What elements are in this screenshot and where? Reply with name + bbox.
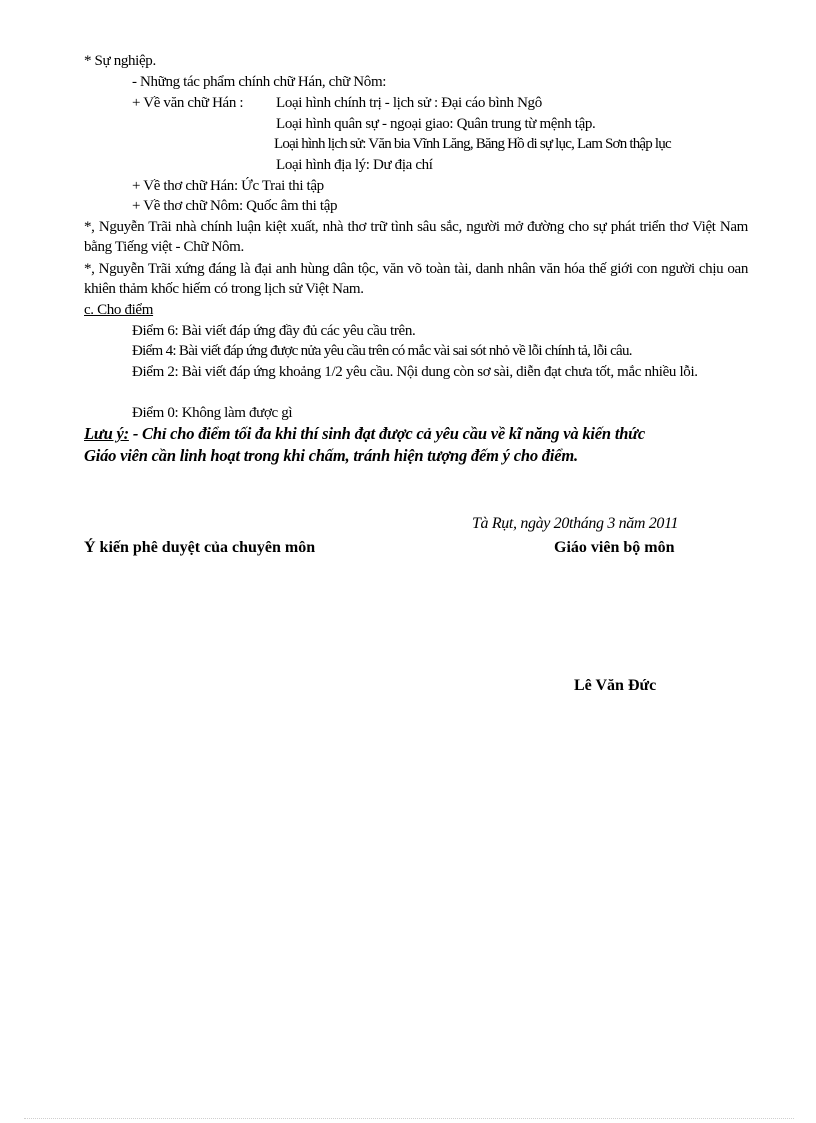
statement-1: *, Nguyễn Trãi nhà chính luận kiệt xuất, nhà thơ trữ tình sâu sắc, người mở đường cho sự phát triển thơ Việt Nam bằng Tiếng việt - Chữ Nôm. [84, 219, 748, 255]
note-label: Lưu ý: [84, 424, 129, 443]
han-prose-item: Loại hình lịch sử: Văn bia Vĩnh Lăng, Băng Hồ di sự lục, Lam Sơn thập lục [274, 136, 671, 152]
place-date: Tà Rụt, ngày 20tháng 3 năm 2011 [472, 515, 679, 532]
han-prose-item: Loại hình quân sự - ngoại giao: Quân trung từ mệnh tập. [276, 116, 596, 132]
han-prose-label: + Về văn chữ Hán : [132, 95, 244, 111]
note-text-1: - Chỉ cho điểm tối đa khi thí sinh đạt được cả yêu cầu về kĩ năng và kiến thức [128, 424, 645, 443]
approval-label: Ý kiến phê duyệt của chuyên môn [84, 539, 316, 556]
score-4: Điểm 4: Bài viết đáp ứng được nửa yêu cầu trên có mắc vài sai sót nhỏ về lỗi chính tả, lỗi câu. [132, 343, 632, 359]
han-prose-item: Loại hình địa lý: Dư địa chí [276, 157, 433, 173]
han-poetry: + Về thơ chữ Hán: Ức Trai thi tập [132, 178, 324, 194]
score-2: Điểm 2: Bài viết đáp ứng khoảng 1/2 yêu cầu. Nội dung còn sơ sài, diễn đạt chưa tốt, mắc nhiều lỗi. [132, 364, 698, 380]
score-0: Điểm 0: Không làm được gì [132, 405, 293, 421]
grading-heading: c. Cho điểm [84, 302, 154, 318]
note-line-1 [84, 424, 645, 444]
teacher-name: Lê Văn Đức [574, 677, 657, 694]
note-text-2: Giáo viên cần linh hoạt trong khi chấm, tránh hiện tượng đếm ý cho điểm. [84, 446, 578, 465]
statement-2: *, Nguyễn Trãi xứng đáng là đại anh hùng dân tộc, văn võ toàn tài, danh nhân văn hóa thế giới con người chịu oan khiên thảm khốc hiếm có trong lịch sử Việt Nam. [84, 261, 748, 297]
score-6: Điểm 6: Bài viết đáp ứng đầy đủ các yêu cầu trên. [132, 323, 416, 339]
works-intro: - Những tác phẩm chính chữ Hán, chữ Nôm: [132, 74, 387, 90]
career-heading: * Sự nghiệp. [84, 53, 156, 69]
teacher-label: Giáo viên bộ môn [554, 539, 675, 556]
page-bottom-divider [24, 1118, 794, 1119]
han-prose-item: Loại hình chính trị - lịch sử : Đại cáo bình Ngô [276, 95, 542, 111]
nom-poetry: + Về thơ chữ Nôm: Quốc âm thi tập [132, 198, 338, 214]
